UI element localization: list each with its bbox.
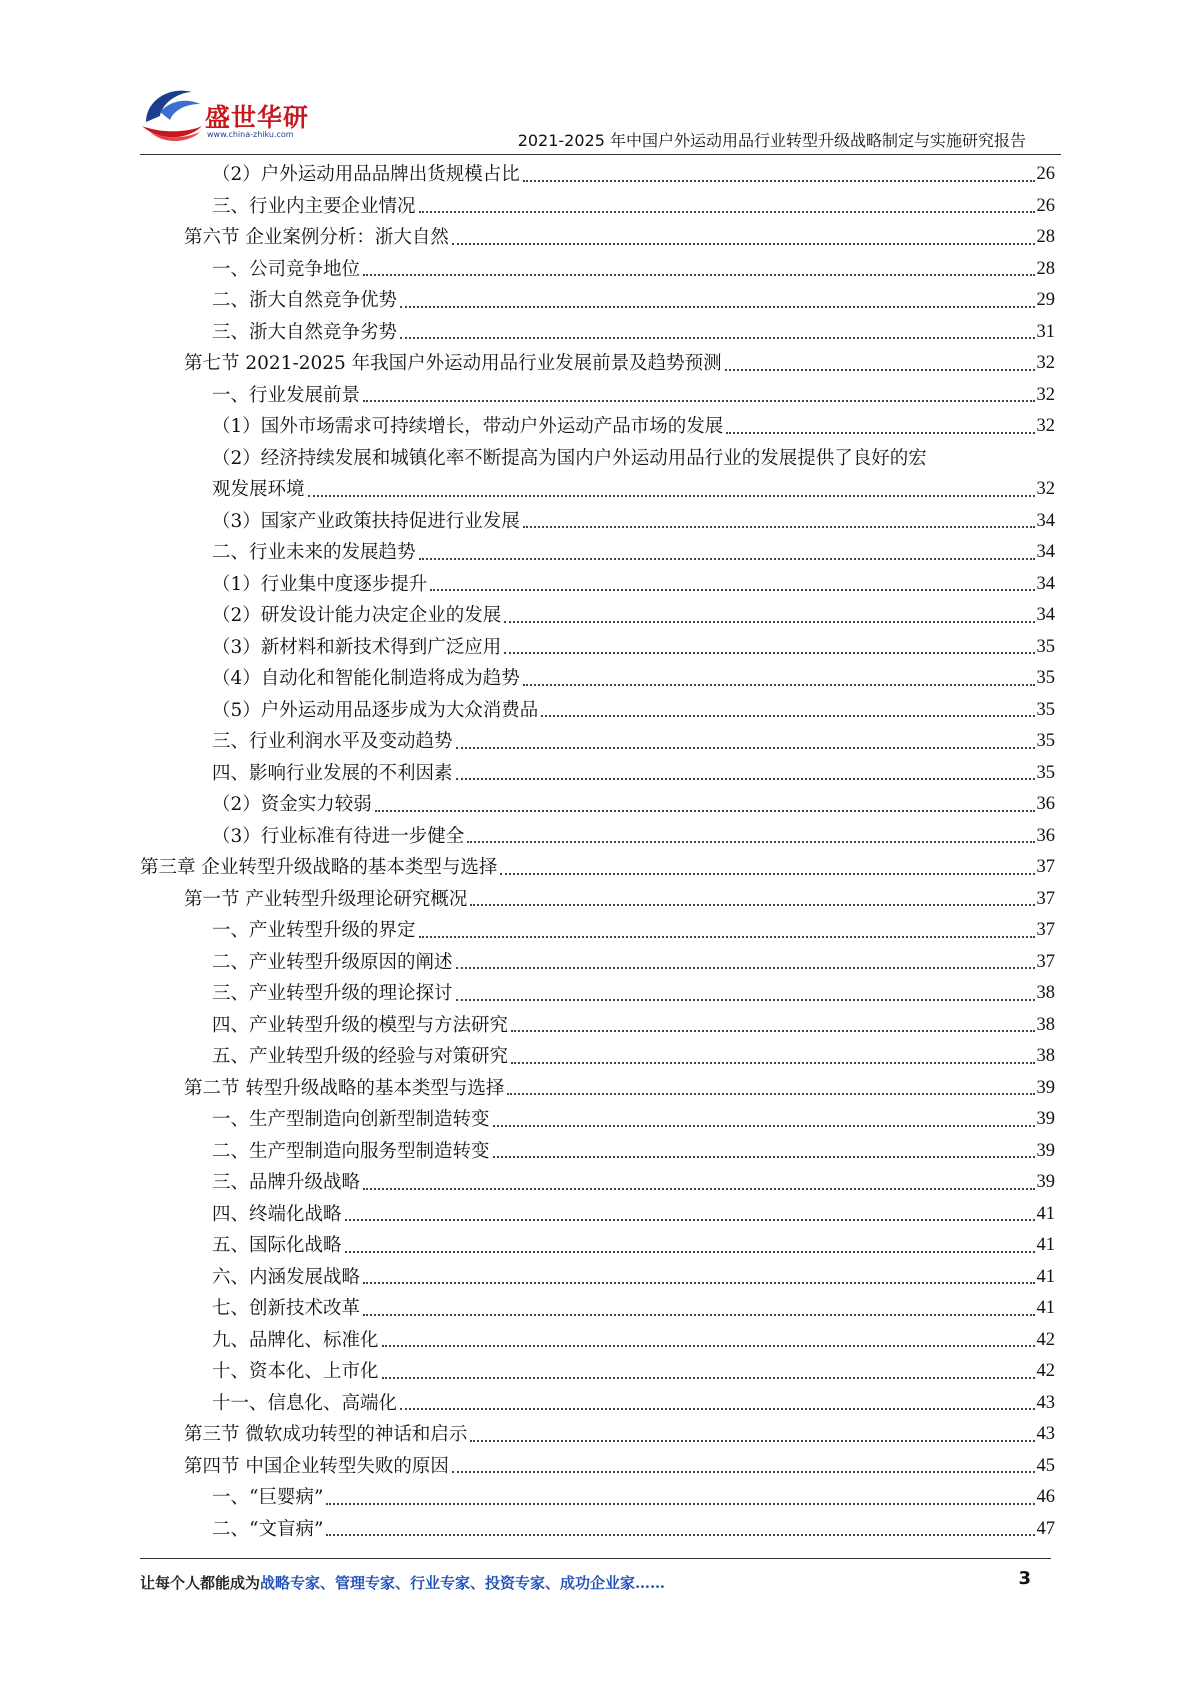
toc-entry-title: 六、内涵发展战略 xyxy=(212,1266,361,1288)
toc-entry[interactable] xyxy=(140,726,1055,758)
toc-entry-title: 第七节 2021-2025 年我国户外运动用品行业发展前景及趋势预测 xyxy=(184,353,722,374)
report-title: 2021-2025 年中国户外运动用品行业转型升级战略制定与实施研究报告 xyxy=(517,131,1026,150)
toc-entry-title: 三、浙大自然竞争劣势 xyxy=(212,321,398,343)
toc-entry[interactable] xyxy=(140,852,1055,884)
toc-entry[interactable] xyxy=(140,1388,1055,1420)
toc-leader-dots xyxy=(470,1440,1034,1442)
toc-leader-dots xyxy=(400,1408,1034,1410)
toc-entry[interactable] xyxy=(140,947,1055,979)
toc-entry[interactable] xyxy=(140,1356,1055,1388)
toc-page-number: 36 xyxy=(1036,825,1055,846)
toc-entry-title: 五、国际化战略 xyxy=(212,1235,342,1256)
toc-entry[interactable] xyxy=(140,1104,1055,1136)
toc-leader-dots xyxy=(511,1030,1034,1032)
toc-leader-dots xyxy=(493,1156,1035,1158)
toc-page-number: 35 xyxy=(1036,636,1055,657)
toc-entry-title: 第三节 微软成功转型的神话和启示 xyxy=(184,1424,468,1445)
toc-leader-dots xyxy=(308,495,1035,497)
toc-page-number: 32 xyxy=(1036,479,1055,499)
toc-page-number: 37 xyxy=(1036,951,1055,972)
toc-leader-dots xyxy=(456,999,1035,1001)
toc-entry-title: 三、品牌升级战略 xyxy=(212,1172,361,1193)
toc-entry-title: 第六节 企业案例分析：浙大自然 xyxy=(184,227,449,248)
toc-leader-dots xyxy=(419,936,1035,938)
toc-leader-dots xyxy=(456,747,1035,749)
toc-leader-dots xyxy=(382,1345,1035,1347)
toc-leader-dots xyxy=(400,306,1034,308)
toc-entry[interactable] xyxy=(140,222,1055,254)
toc-leader-dots xyxy=(493,1125,1035,1127)
toc-leader-dots xyxy=(363,274,1034,276)
toc-page-number: 34 xyxy=(1036,605,1055,625)
toc-entry-title: 第一节 产业转型升级理论研究概况 xyxy=(184,888,468,910)
toc-leader-dots xyxy=(541,715,1034,717)
toc-entry[interactable] xyxy=(140,1262,1055,1294)
toc-page-number: 26 xyxy=(1036,164,1055,184)
toc-entry-title: 十、资本化、上市化 xyxy=(212,1361,379,1382)
toc-page-number: 41 xyxy=(1036,1235,1055,1255)
toc-page-number: 45 xyxy=(1036,1455,1055,1476)
toc-entry[interactable] xyxy=(140,506,1055,538)
toc-entry-title: 一、产业转型升级的界定 xyxy=(212,920,416,941)
toc-entry-title: 一、公司竞争地位 xyxy=(212,258,361,280)
toc-entry-title: （2）研发设计能力决定企业的发展 xyxy=(212,605,502,626)
toc-entry[interactable] xyxy=(140,1325,1055,1357)
toc-page-number: 31 xyxy=(1036,321,1055,342)
toc-entry[interactable] xyxy=(140,1199,1055,1231)
brand-name: 盛世华研 xyxy=(205,103,310,132)
toc-page-number: 37 xyxy=(1036,857,1055,877)
toc-page-number: 34 xyxy=(1036,542,1055,562)
toc-leader-dots xyxy=(511,1062,1034,1064)
toc-leader-dots xyxy=(726,432,1034,434)
toc-entry-title: （3）国家产业政策扶持促进行业发展 xyxy=(212,510,520,532)
toc-page-number: 26 xyxy=(1036,195,1055,216)
toc-leader-dots xyxy=(452,243,1035,245)
toc-entry[interactable] xyxy=(140,1419,1055,1451)
toc-entry-title: 二、行业未来的发展趋势 xyxy=(212,542,416,563)
toc-leader-dots xyxy=(470,904,1034,906)
toc-page-number: 36 xyxy=(1036,794,1055,814)
toc-page-number: 39 xyxy=(1036,1109,1055,1129)
toc-leader-dots xyxy=(363,1188,1034,1190)
toc-entry-title: 四、产业转型升级的模型与方法研究 xyxy=(212,1014,509,1036)
toc-page-number: 32 xyxy=(1036,384,1055,405)
toc-page-number: 39 xyxy=(1036,1172,1055,1192)
toc-entry[interactable] xyxy=(140,1293,1055,1325)
toc-leader-dots xyxy=(523,526,1035,528)
toc-entry-title: 第二节 转型升级战略的基本类型与选择 xyxy=(184,1077,505,1099)
toc-leader-dots xyxy=(725,369,1035,371)
toc-entry-title: （2）经济持续发展和城镇化率不断提高为国内户外运动用品行业的发展提供了良好的宏 xyxy=(212,447,927,469)
toc-entry[interactable] xyxy=(140,1167,1055,1199)
toc-entry-title: 九、品牌化、标准化 xyxy=(212,1329,379,1351)
toc-page-number: 41 xyxy=(1036,1266,1055,1287)
toc-page-number: 43 xyxy=(1036,1424,1055,1444)
toc-entry[interactable] xyxy=(140,285,1055,317)
toc-entry-title: 一、行业发展前景 xyxy=(212,384,361,406)
toc-entry[interactable] xyxy=(140,317,1055,349)
toc-entry-title: 一、“巨婴病” xyxy=(212,1487,324,1508)
toc-page-number: 28 xyxy=(1036,227,1055,247)
toc-leader-dots xyxy=(382,1377,1035,1379)
toc-entry-title: （2）户外运动用品品牌出货规模占比 xyxy=(212,164,520,185)
toc-entry[interactable] xyxy=(140,348,1055,380)
toc-leader-dots xyxy=(345,1219,1035,1221)
toc-page-number: 42 xyxy=(1036,1329,1055,1350)
toc-entry-title: （5）户外运动用品逐步成为大众消费品 xyxy=(212,699,539,721)
footer-lead: 让每个人都能成为 xyxy=(140,1574,261,1592)
toc-page-number: 42 xyxy=(1036,1361,1055,1381)
toc-entry-title: （1）行业集中度逐步提升 xyxy=(212,573,428,595)
toc-page-number: 34 xyxy=(1036,510,1055,531)
toc-entry-title: （1）国外市场需求可持续增长，带动户外运动产品市场的发展 xyxy=(212,416,724,437)
toc-page-number: 32 xyxy=(1036,416,1055,436)
footer-slogan xyxy=(140,1572,665,1593)
toc-leader-dots xyxy=(363,1282,1034,1284)
toc-entry[interactable] xyxy=(140,884,1055,916)
toc-page-number: 35 xyxy=(1036,668,1055,688)
page-number: 3 xyxy=(1018,1568,1031,1589)
brand-url: www.china-zhiku.com xyxy=(207,130,294,139)
toc-page-number: 29 xyxy=(1036,290,1055,310)
toc-entry[interactable] xyxy=(140,159,1055,191)
toc-entry[interactable] xyxy=(140,191,1055,223)
toc-entry-title: 四、影响行业发展的不利因素 xyxy=(212,762,453,784)
toc-entry-title: 三、行业利润水平及变动趋势 xyxy=(212,731,453,752)
toc-leader-dots xyxy=(507,1093,1034,1095)
toc-entry[interactable] xyxy=(140,1482,1055,1514)
header-divider xyxy=(140,154,1061,155)
toc-leader-dots xyxy=(452,1471,1035,1473)
toc-entry-title: 三、行业内主要企业情况 xyxy=(212,195,416,217)
toc-leader-dots xyxy=(345,1251,1035,1253)
toc-page-number: 28 xyxy=(1036,258,1055,279)
toc-entry[interactable] xyxy=(140,443,1055,506)
toc-entry-title: 五、产业转型升级的经验与对策研究 xyxy=(212,1046,509,1067)
footer-highlight: 战略专家、管理专家、行业专家、投资专家、成功企业家…… xyxy=(260,1574,666,1592)
toc-entry[interactable] xyxy=(140,1041,1055,1073)
toc-entry[interactable] xyxy=(140,1010,1055,1042)
toc-page-number: 34 xyxy=(1036,573,1055,594)
toc-page-number: 35 xyxy=(1036,699,1055,720)
toc-entry[interactable] xyxy=(140,569,1055,601)
toc-leader-dots xyxy=(326,1534,1034,1536)
toc-page-number: 37 xyxy=(1036,920,1055,940)
toc-entry-title: 二、浙大自然竞争优势 xyxy=(212,290,398,311)
toc-entry-title: （2）资金实力较弱 xyxy=(212,794,372,815)
toc-leader-dots xyxy=(419,558,1035,560)
toc-entry[interactable] xyxy=(140,537,1055,569)
toc-entry-title: 四、终端化战略 xyxy=(212,1203,342,1225)
toc-entry[interactable] xyxy=(140,758,1055,790)
toc-page-number: 38 xyxy=(1036,1046,1055,1066)
toc-entry-title: 十一、信息化、高端化 xyxy=(212,1392,398,1414)
toc-entry[interactable] xyxy=(140,821,1055,853)
toc-entry-title: （3）新材料和新技术得到广泛应用 xyxy=(212,636,502,658)
toc-leader-dots xyxy=(467,841,1034,843)
toc-leader-dots xyxy=(363,1314,1034,1316)
toc-page-number: 35 xyxy=(1036,731,1055,751)
toc-entry-title: 二、产业转型升级原因的阐述 xyxy=(212,951,453,973)
toc-leader-dots xyxy=(375,810,1035,812)
toc-entry[interactable] xyxy=(140,411,1055,443)
toc-entry[interactable] xyxy=(140,1136,1055,1168)
toc-leader-dots xyxy=(419,211,1035,213)
toc-entry[interactable] xyxy=(140,915,1055,947)
toc-leader-dots xyxy=(456,967,1035,969)
toc-entry-title: 一、生产型制造向创新型制造转变 xyxy=(212,1109,490,1130)
toc-leader-dots xyxy=(500,873,1034,875)
toc-page-number: 47 xyxy=(1036,1518,1055,1539)
toc-leader-dots xyxy=(326,1503,1034,1505)
toc-page-number: 35 xyxy=(1036,762,1055,783)
toc-leader-dots xyxy=(400,337,1034,339)
toc-entry[interactable] xyxy=(140,1514,1055,1546)
toc-entry[interactable] xyxy=(140,600,1055,632)
toc-entry[interactable] xyxy=(140,632,1055,664)
toc-page-number: 39 xyxy=(1036,1140,1055,1161)
toc-entry[interactable] xyxy=(140,380,1055,412)
toc-entry-title: （4）自动化和智能化制造将成为趋势 xyxy=(212,668,520,689)
toc-entry-title: 第三章 企业转型升级战略的基本类型与选择 xyxy=(140,857,498,878)
toc-entry[interactable] xyxy=(140,695,1055,727)
toc-page-number: 37 xyxy=(1036,888,1055,909)
toc-entry-title: 二、生产型制造向服务型制造转变 xyxy=(212,1140,490,1162)
toc-leader-dots xyxy=(456,778,1035,780)
toc-entry[interactable] xyxy=(140,1451,1055,1483)
toc-entry-title: （3）行业标准有待进一步健全 xyxy=(212,825,465,847)
footer-divider xyxy=(140,1558,1051,1559)
table-of-contents xyxy=(140,159,1055,1545)
toc-entry-title: 三、产业转型升级的理论探讨 xyxy=(212,983,453,1004)
toc-entry[interactable] xyxy=(140,978,1055,1010)
toc-leader-dots xyxy=(504,621,1034,623)
toc-page-number: 38 xyxy=(1036,1014,1055,1035)
toc-entry[interactable] xyxy=(140,1073,1055,1105)
toc-page-number: 43 xyxy=(1036,1392,1055,1413)
toc-page-number: 41 xyxy=(1036,1203,1055,1224)
toc-entry-title-continued: 观发展环境 xyxy=(212,479,305,500)
toc-entry-title: 二、“文盲病” xyxy=(212,1518,324,1540)
toc-page-number: 32 xyxy=(1036,353,1055,373)
toc-entry[interactable] xyxy=(140,1230,1055,1262)
toc-page-number: 38 xyxy=(1036,983,1055,1003)
toc-leader-dots xyxy=(363,400,1034,402)
toc-page-number: 39 xyxy=(1036,1077,1055,1098)
toc-leader-dots xyxy=(504,652,1034,654)
toc-leader-dots xyxy=(523,684,1035,686)
toc-entry-title: 第四节 中国企业转型失败的原因 xyxy=(184,1455,449,1477)
toc-entry[interactable] xyxy=(140,663,1055,695)
toc-page-number: 46 xyxy=(1036,1487,1055,1507)
toc-leader-dots xyxy=(523,180,1035,182)
toc-leader-dots xyxy=(430,589,1034,591)
toc-entry-title: 七、创新技术改革 xyxy=(212,1298,361,1319)
toc-page-number: 41 xyxy=(1036,1298,1055,1318)
toc-entry[interactable] xyxy=(140,254,1055,286)
toc-entry[interactable] xyxy=(140,789,1055,821)
